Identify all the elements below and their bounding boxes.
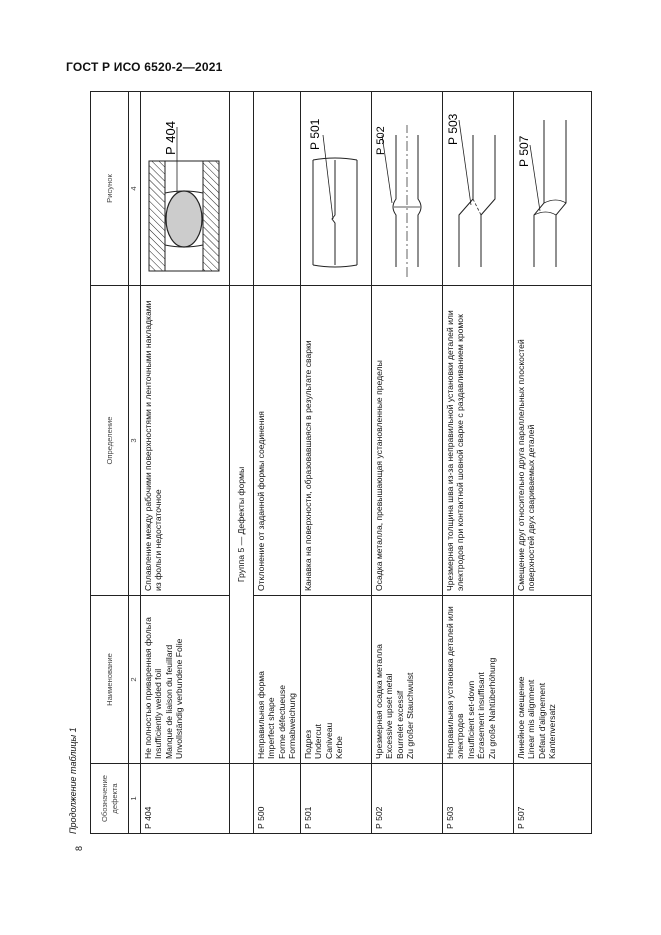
name-ru: Подрез bbox=[302, 729, 313, 759]
defect-definition: Осадка металла, превышающая установленные пределы bbox=[371, 286, 442, 596]
name-fr: Caniveau bbox=[323, 722, 334, 759]
table-row bbox=[254, 92, 301, 834]
col-number-4: 4 bbox=[129, 92, 141, 286]
col-number-3: 3 bbox=[129, 286, 141, 596]
table-row bbox=[442, 92, 513, 834]
name-ru: Неправильная установка деталей или электродов bbox=[444, 606, 466, 759]
table-row bbox=[141, 92, 230, 834]
name-ru: Линейное смещение bbox=[515, 676, 526, 759]
defect-code: Р 507 bbox=[513, 764, 591, 834]
name-fr: Écrasement insuffisant bbox=[476, 672, 487, 759]
figure-p502 bbox=[372, 91, 442, 285]
table-row bbox=[371, 92, 442, 834]
column-number-row bbox=[129, 92, 141, 834]
table-row bbox=[300, 92, 371, 834]
name-en: Linear mis alignment bbox=[526, 679, 537, 759]
name-en: Insufficient set-down bbox=[465, 680, 476, 759]
name-fr: Bourrelet excessif bbox=[394, 690, 405, 759]
name-de: Zu große Nahtüberhöhung bbox=[486, 657, 497, 759]
group-spacer-left bbox=[230, 764, 254, 834]
defect-definition: Смещение друг относительно друга параллельных плоскостей поверхностей двух свариваемых деталей bbox=[513, 286, 591, 596]
defect-code: Р 500 bbox=[254, 764, 301, 834]
defect-names bbox=[513, 596, 591, 764]
name-de: Kerbe bbox=[334, 736, 345, 759]
defects-table bbox=[90, 91, 592, 834]
name-ru: Неправильная форма bbox=[256, 671, 266, 759]
figure-label: Р 404 bbox=[163, 121, 178, 155]
upper-plate bbox=[149, 161, 165, 271]
name-ru: Чрезмерная осадка металла bbox=[373, 644, 384, 759]
defect-names bbox=[254, 596, 301, 764]
figure-p404 bbox=[141, 91, 229, 285]
leader-line bbox=[530, 145, 540, 211]
figure-p503 bbox=[443, 91, 513, 285]
figure-p507 bbox=[514, 91, 591, 285]
defect-code: Р 502 bbox=[371, 764, 442, 834]
defect-names bbox=[300, 596, 371, 764]
defect-figure-empty bbox=[254, 92, 301, 286]
col-header-definition: Определение bbox=[91, 286, 129, 596]
name-de: Zu großer Stauchwulst bbox=[405, 672, 416, 759]
part-outline bbox=[534, 120, 566, 267]
name-en: Undercut bbox=[313, 724, 324, 759]
defect-definition: Отклонение от заданной формы соединения bbox=[254, 286, 301, 596]
defect-figure bbox=[300, 92, 371, 286]
name-de: Formabweichung bbox=[287, 693, 298, 759]
defect-names bbox=[371, 596, 442, 764]
name-de: Unvollständig verbundene Folie bbox=[174, 638, 185, 759]
leader-line bbox=[459, 120, 471, 205]
defect-names bbox=[442, 596, 513, 764]
col-number-1: 1 bbox=[129, 764, 141, 834]
name-ru: Не полностью приваренная фольга bbox=[143, 617, 153, 759]
figure-label: Р 501 bbox=[307, 118, 322, 150]
figure-label: Р 503 bbox=[445, 113, 460, 145]
figure-p501 bbox=[301, 91, 371, 285]
weld-joint bbox=[473, 199, 481, 215]
document-header: ГОСТ Р ИСО 6520-2—2021 bbox=[66, 60, 223, 74]
defect-figure bbox=[141, 92, 230, 286]
name-de: Kantenversatz bbox=[547, 704, 558, 759]
table-caption: Продолжение таблицы 1 bbox=[68, 727, 78, 834]
leader-line bbox=[323, 135, 333, 219]
defect-definition: Канавка на поверхности, образовавшаяся в результате сварки bbox=[300, 286, 371, 596]
name-fr: Défaut d'alignement bbox=[536, 682, 547, 759]
figure-label: Р 507 bbox=[516, 135, 531, 167]
name-en: Insufficiently welded foil bbox=[153, 668, 164, 759]
name-en: Imperfect shape bbox=[266, 697, 277, 759]
figure-label: Р 502 bbox=[374, 126, 387, 155]
defect-code: Р 503 bbox=[442, 764, 513, 834]
defect-figure bbox=[513, 92, 591, 286]
defect-definition: Сплавление между рабочими поверхностями и ленточными накладками из фольги недостаточное bbox=[141, 286, 230, 596]
group-row bbox=[230, 92, 254, 834]
defect-code: Р 501 bbox=[300, 764, 371, 834]
weld-nugget bbox=[166, 191, 202, 247]
col-header-code: Обозначение дефекта bbox=[91, 764, 129, 834]
table-row bbox=[513, 92, 591, 834]
col-number-2: 2 bbox=[129, 596, 141, 764]
rotated-table-container bbox=[68, 92, 575, 834]
defect-figure bbox=[371, 92, 442, 286]
lower-plate bbox=[203, 161, 219, 271]
page-number: 8 bbox=[74, 845, 84, 851]
defect-names bbox=[141, 596, 230, 764]
defect-figure bbox=[442, 92, 513, 286]
name-en: Excessive upset metal bbox=[384, 673, 395, 759]
table-header-row bbox=[91, 92, 129, 834]
group-heading: Группа 5 — Дефекты формы bbox=[230, 286, 254, 764]
name-fr: Manque de liaison du feuillard bbox=[163, 644, 174, 759]
part-outline bbox=[459, 135, 495, 267]
defect-definition: Чрезмерная толщина шва из-за неправильной установки деталей или электродов при контактной шовной сварке с раздавливанием кромок bbox=[442, 286, 513, 596]
group-spacer-right bbox=[230, 92, 254, 286]
name-fr: Forme défectueuse bbox=[276, 684, 287, 759]
defect-code: Р 404 bbox=[141, 764, 230, 834]
col-header-figure: Рисунок bbox=[91, 92, 129, 286]
col-header-name: Наименование bbox=[91, 596, 129, 764]
